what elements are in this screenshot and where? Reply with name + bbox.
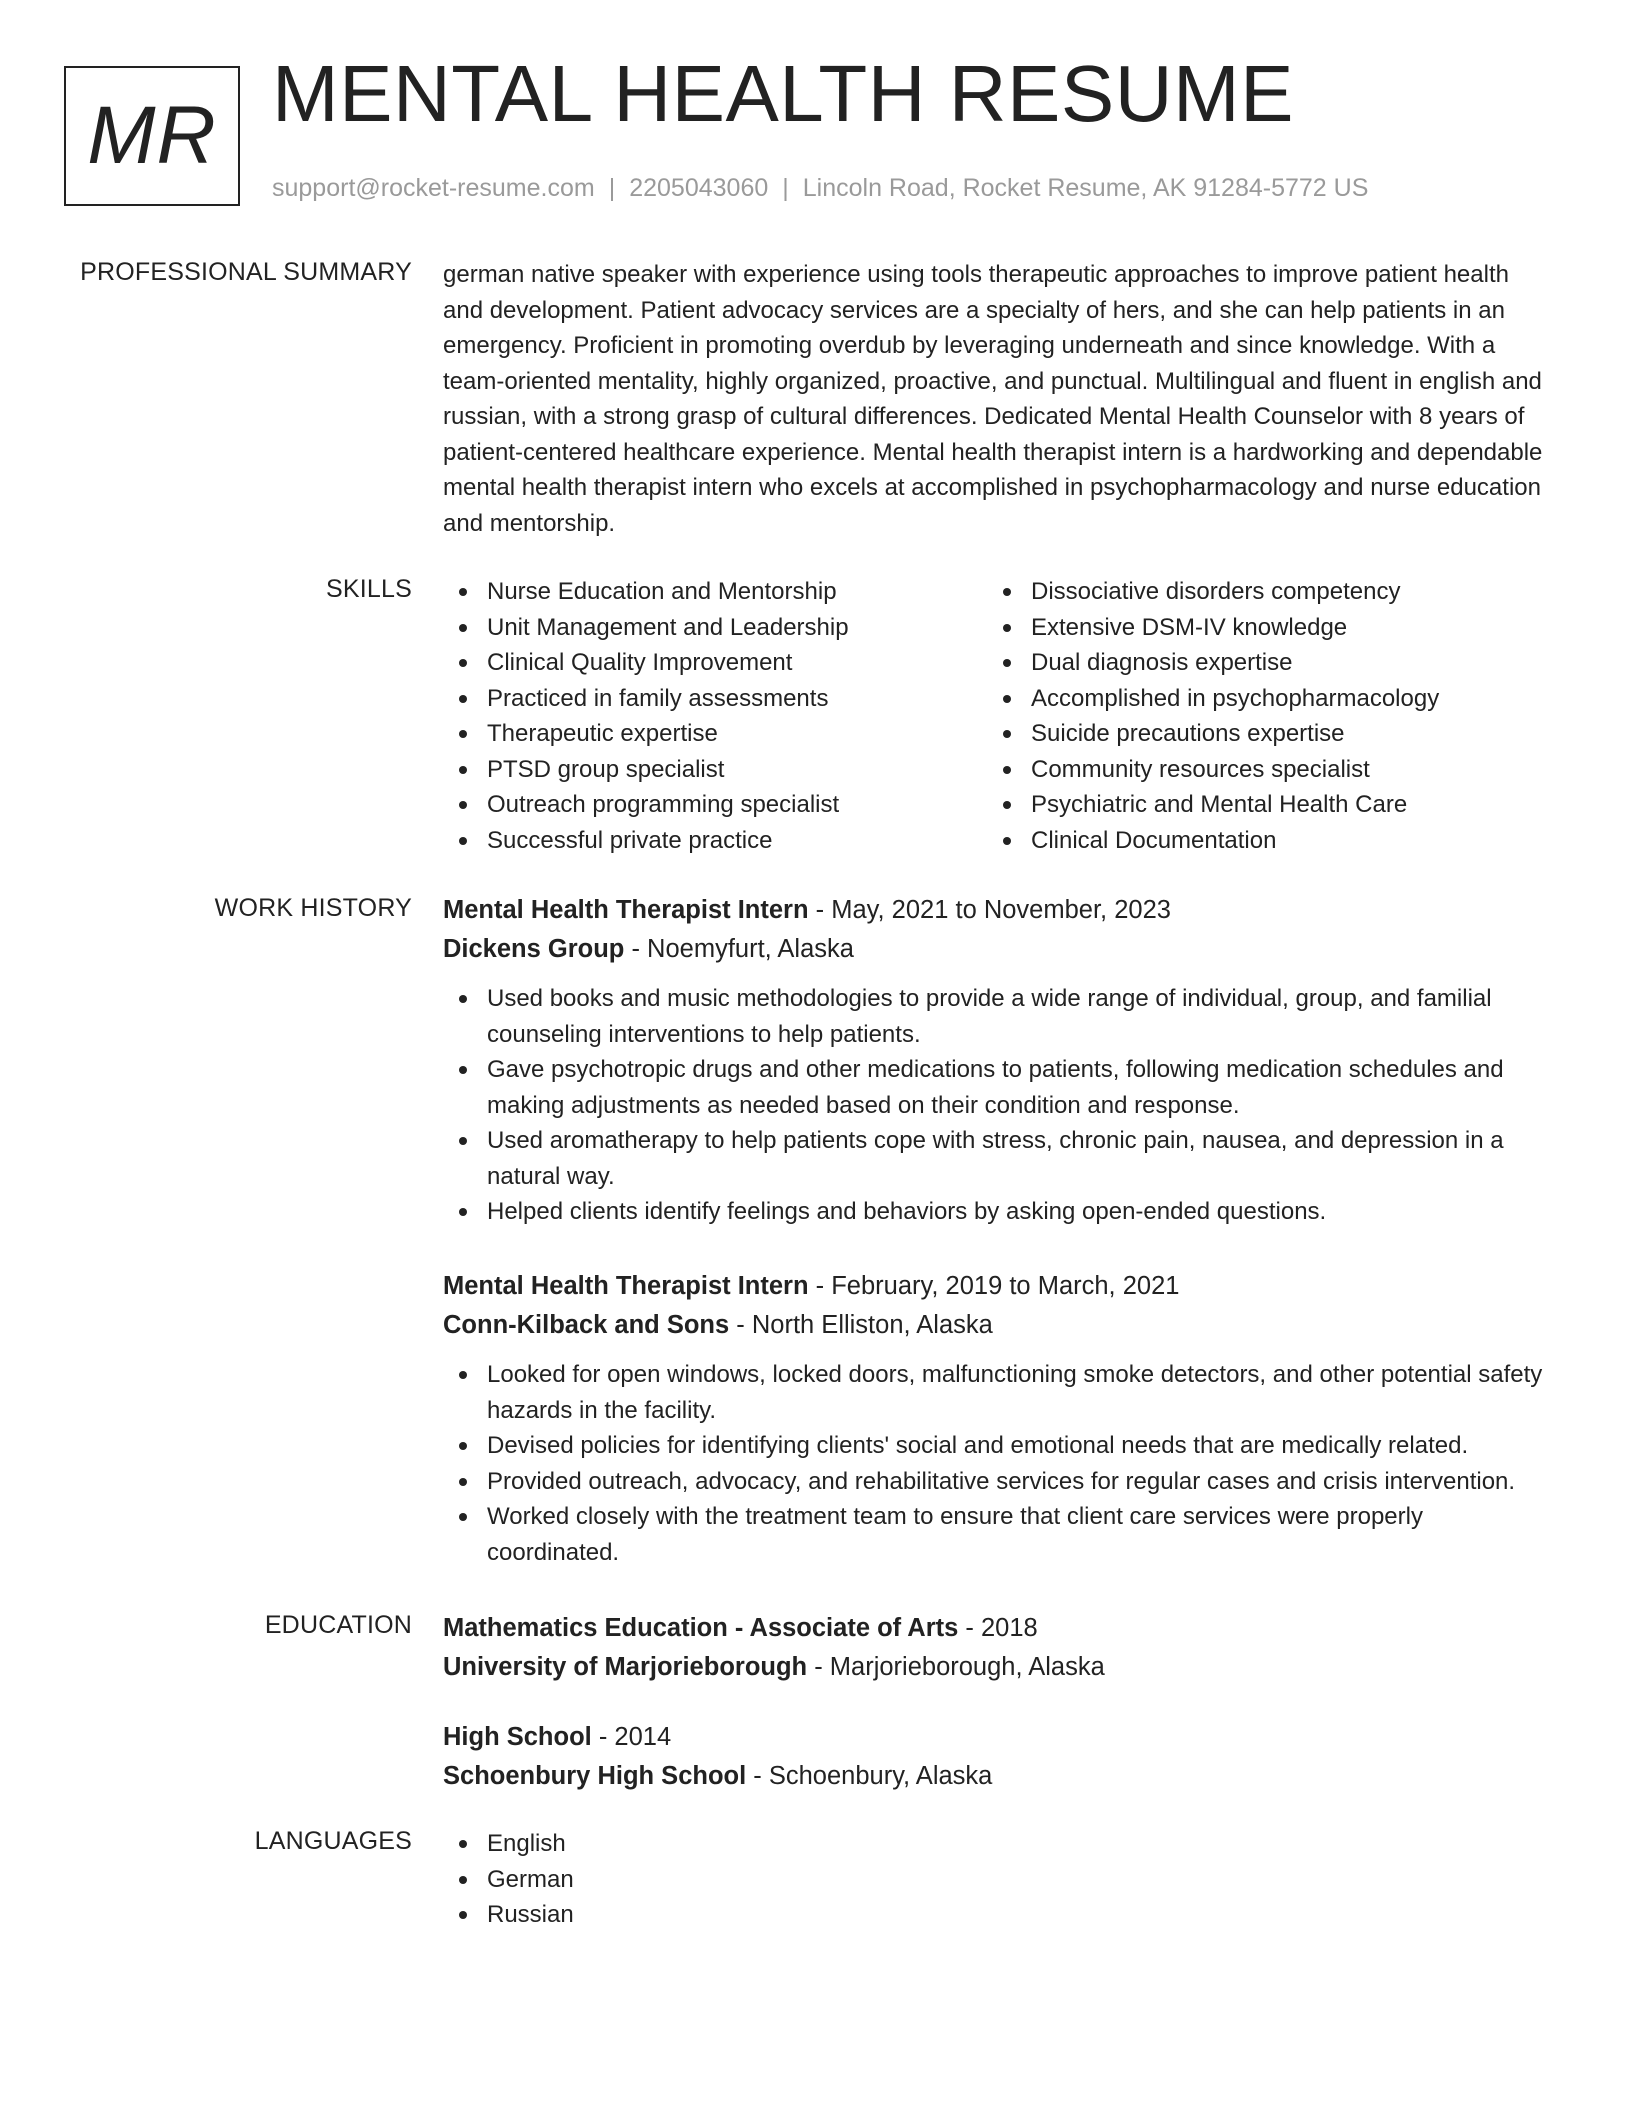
contact-phone[interactable]: 2205043060 <box>629 174 769 202</box>
education-school-line <box>443 1757 1543 1796</box>
skill-item: Accomplished in psychopharmacology <box>987 681 1531 717</box>
contact-address: Lincoln Road, Rocket Resume, AK 91284-5772 US <box>802 174 1369 202</box>
skill-item: PTSD group specialist <box>443 752 987 788</box>
section-label-skills: SKILLS <box>326 575 412 603</box>
job-bullet: Devised policies for identifying clients' social and emotional needs that are medically related. <box>443 1428 1543 1464</box>
section-label-work-history: WORK HISTORY <box>214 894 412 922</box>
education-degree: Mathematics Education - Associate of Arts <box>443 1614 959 1642</box>
job-bullet: Looked for open windows, locked doors, malfunctioning smoke detectors, and other potential safety hazards in the facility. <box>443 1357 1543 1428</box>
skill-item: Clinical Documentation <box>987 823 1531 859</box>
section-label-languages: LANGUAGES <box>254 1827 412 1855</box>
job-bullet-list <box>443 1357 1543 1570</box>
job-bullet: Used books and music methodologies to provide a wide range of individual, group, and familial counseling interventions to help patients. <box>443 981 1543 1052</box>
job-entry <box>443 1267 1543 1570</box>
job-bullet: Worked closely with the treatment team to ensure that client care services were properly coordinated. <box>443 1499 1543 1570</box>
languages-section <box>443 1826 1543 1933</box>
contact-separator: | <box>608 174 616 202</box>
education-degree: High School <box>443 1723 592 1751</box>
job-company-line <box>443 930 1543 969</box>
skill-item: Unit Management and Leadership <box>443 610 987 646</box>
language-item: German <box>443 1862 1543 1898</box>
job-title-line <box>443 891 1543 930</box>
education-year: - 2014 <box>591 1723 672 1751</box>
skill-item: Practiced in family assessments <box>443 681 987 717</box>
skill-item: Dissociative disorders competency <box>987 574 1531 610</box>
skill-item: Community resources specialist <box>987 752 1531 788</box>
education-degree-line <box>443 1718 1543 1757</box>
job-bullet-list <box>443 981 1543 1230</box>
job-title: Mental Health Therapist Intern <box>443 896 809 924</box>
job-company: Conn-Kilback and Sons <box>443 1311 730 1339</box>
language-item: English <box>443 1826 1543 1862</box>
job-entry <box>443 891 1543 1230</box>
education-year: - 2018 <box>958 1614 1038 1642</box>
education-school: University of Marjorieborough <box>443 1653 808 1681</box>
education-entry <box>443 1609 1543 1687</box>
job-title: Mental Health Therapist Intern <box>443 1272 809 1300</box>
skills-section <box>443 574 1543 858</box>
job-dates: - May, 2021 to November, 2023 <box>808 896 1171 924</box>
job-bullet: Used aromatherapy to help patients cope with stress, chronic pain, nausea, and depression in a natural way. <box>443 1123 1543 1194</box>
skills-list-right <box>987 574 1531 858</box>
languages-list <box>443 1826 1543 1933</box>
education-school-line <box>443 1648 1543 1687</box>
monogram-logo: MR <box>64 66 240 206</box>
job-dates: - February, 2019 to March, 2021 <box>808 1272 1180 1300</box>
skill-item: Nurse Education and Mentorship <box>443 574 987 610</box>
skill-item: Suicide precautions expertise <box>987 716 1531 752</box>
skill-item: Extensive DSM-IV knowledge <box>987 610 1531 646</box>
job-bullet: Helped clients identify feelings and behaviors by asking open-ended questions. <box>443 1194 1543 1230</box>
section-label-education: EDUCATION <box>264 1611 412 1639</box>
job-company-line <box>443 1306 1543 1345</box>
job-bullet: Provided outreach, advocacy, and rehabilitative services for regular cases and crisis intervention. <box>443 1464 1543 1500</box>
section-label-summary: PROFESSIONAL SUMMARY <box>80 258 412 286</box>
education-degree-line <box>443 1609 1543 1648</box>
job-title-line <box>443 1267 1543 1306</box>
education-location: - Schoenbury, Alaska <box>746 1762 993 1790</box>
education-location: - Marjorieborough, Alaska <box>807 1653 1105 1681</box>
resume-title: MENTAL HEALTH RESUME <box>272 49 1294 138</box>
skill-item: Psychiatric and Mental Health Care <box>987 787 1531 823</box>
education-school: Schoenbury High School <box>443 1762 747 1790</box>
education-entry <box>443 1718 1543 1796</box>
job-bullet: Gave psychotropic drugs and other medications to patients, following medication schedules and making adjustments as needed based on their condition and response. <box>443 1052 1543 1123</box>
contact-email[interactable]: support@rocket-resume.com <box>272 174 595 202</box>
summary-text: german native speaker with experience using tools therapeutic approaches to improve patient health and development. Patient advocacy services are a specialty of hers, and she can help patients in an emergency. Proficient in promoting overdub by leveraging underneath and since knowledge. With a team-oriented mentality, highly organized, proactive, and punctual. Multilingual and fluent in english and russian, with a strong grasp of cultural differences. Dedicated Mental Health Counselor with 8 years of patient-centered healthcare experience. Mental health therapist intern is a hardworking and dependable mental health therapist intern who excels at accomplished in psychopharmacology and nurse education and mentorship. <box>443 261 1543 537</box>
skill-item: Clinical Quality Improvement <box>443 645 987 681</box>
skills-list-left <box>443 574 987 858</box>
contact-line <box>272 174 1368 203</box>
summary-section <box>443 257 1543 541</box>
job-location: - North Elliston, Alaska <box>729 1311 993 1339</box>
language-item: Russian <box>443 1897 1543 1933</box>
skill-item: Outreach programming specialist <box>443 787 987 823</box>
skill-item: Therapeutic expertise <box>443 716 987 752</box>
contact-separator: | <box>782 174 789 202</box>
job-company: Dickens Group <box>443 935 625 963</box>
skill-item: Dual diagnosis expertise <box>987 645 1531 681</box>
job-location: - Noemyfurt, Alaska <box>624 935 854 963</box>
skill-item: Successful private practice <box>443 823 987 859</box>
